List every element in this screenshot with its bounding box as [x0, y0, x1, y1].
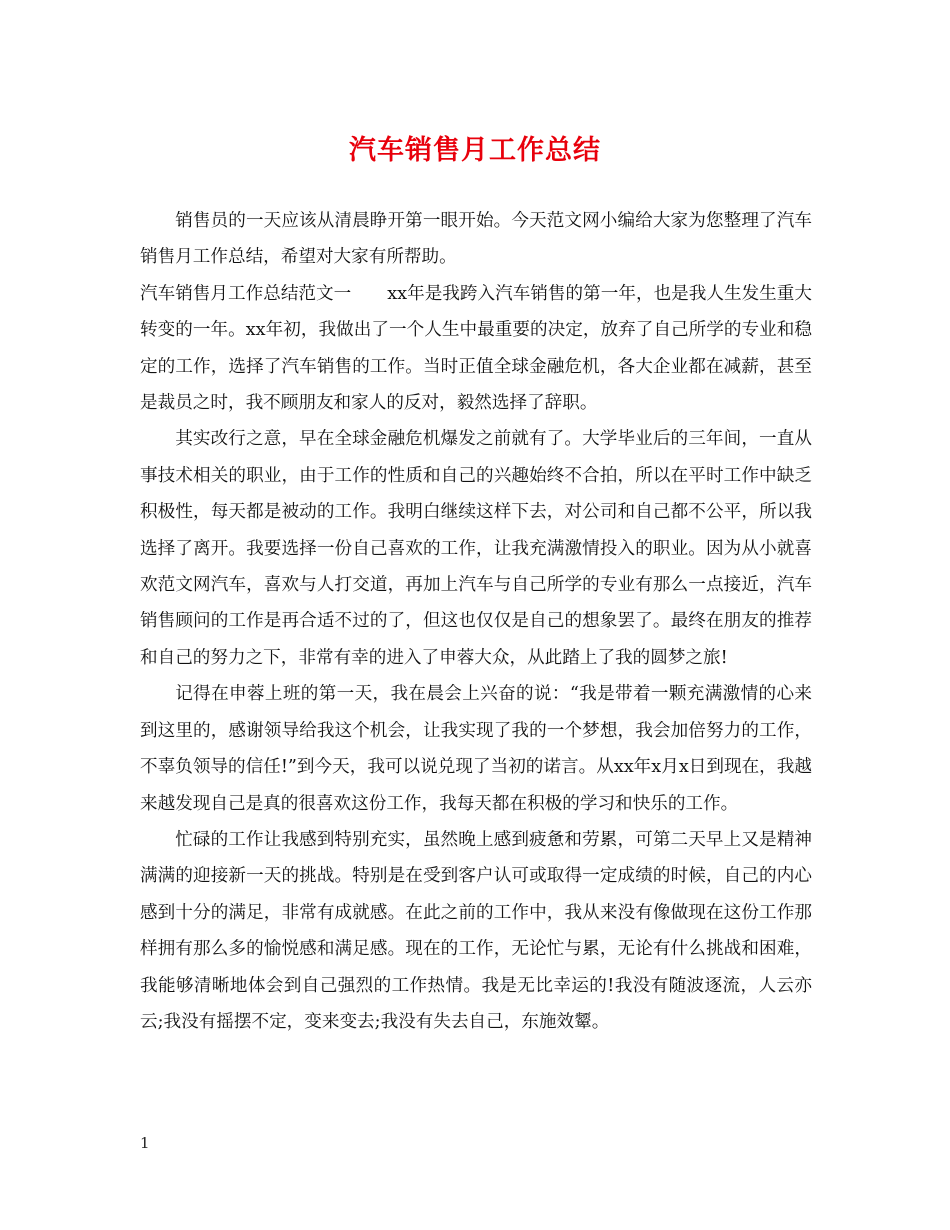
intro-paragraph: 销售员的一天应该从清晨睁开第一眼开始。今天范文网小编给大家为您整理了汽车销售月工作总结，希望对大家有所帮助。 — [140, 211, 812, 268]
body-paragraph-1: 其实改行之意，早在全球金融危机爆发之前就有了。大学毕业后的三年间，一直从事技术相关的职业，由于工作的性质和自己的兴趣始终不合拍，所以在平时工作中缺乏积极性，每天都是被动的工作。我明白继续这样下去，对公司和自己都不公平，所以我选择了离开。我要选择一份自己喜欢的工作，让我充满激情投入的职业。因为从小就喜欢范文网汽车，喜欢与人打交道，再加上汽车与自己所学的专业有那么一点接近，汽车销售顾问的工作是再合适不过的了，但这也仅仅是自己的想象罢了。最终在朋友的推荐和自己的努力之下，非常有幸的进入了申蓉大众，从此踏上了我的圆梦之旅! — [140, 429, 812, 668]
body-paragraph-3: 忙碌的工作让我感到特别充实，虽然晚上感到疲惫和劳累，可第二天早上又是精神满满的迎接新一天的挑战。特别是在受到客户认可或取得一定成绩的时候，自己的内心感到十分的满足，非常有成就感。在此之前的工作中，我从来没有像做现在这份工作那样拥有那么多的愉悦感和满足感。现在的工作，无论忙与累，无论有什么挑战和困难，我能够清晰地体会到自己强烈的工作热情。我是无比幸运的!我没有随波逐流，人云亦云;我没有摇摆不定，变来变去;我没有失去自己，东施效颦。 — [140, 829, 812, 1032]
section-paragraph — [140, 276, 812, 422]
page-number: 1 — [140, 1134, 150, 1152]
document-title: 汽车销售月工作总结 — [349, 135, 601, 166]
section-lead-text: xx年是我跨入汽车销售的第一年，也是我人生发生重大转变的一年。xx年初，我做出了一个人生中最重要的决定，放弃了自己所学的专业和稳定的工作，选择了汽车销售的工作。当时正值全球金融危机，各大企业都在减薪，甚至是裁员之时，我不顾朋友和家人的反对，毅然选择了辞职。 — [140, 283, 812, 414]
section-heading: 汽车销售月工作总结范文一 — [140, 283, 352, 304]
document-body — [140, 203, 812, 1040]
body-paragraph-2: 记得在申蓉上班的第一天，我在晨会上兴奋的说：“我是带着一颗充满激情的心来到这里的，感谢领导给我这个机会，让我实现了我的一个梦想，我会加倍努力的工作，不辜负领导的信任!”到今天，我可以说兑现了当初的诺言。从xx年x月x日到现在，我越来越发现自己是真的很喜欢这份工作，我每天都在积极的学习和快乐的工作。 — [140, 684, 812, 814]
